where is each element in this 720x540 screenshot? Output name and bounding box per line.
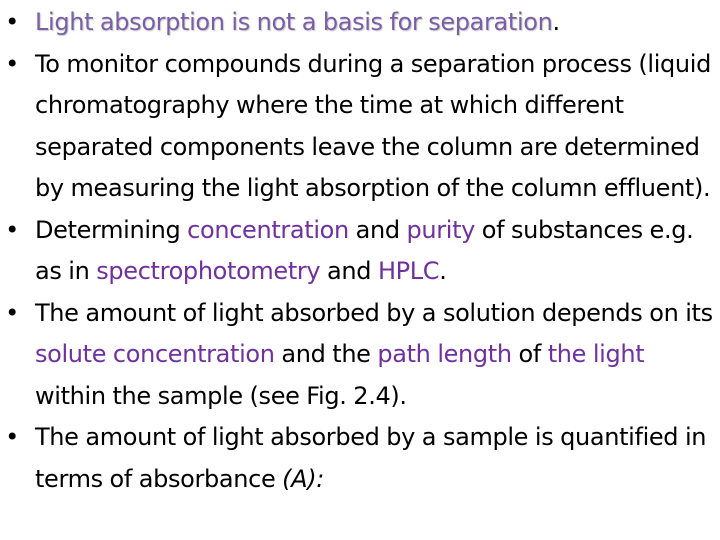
bullet-list [0,2,720,500]
bullet-1-text: . [552,8,560,36]
absorbance-symbol: (A): [282,464,324,493]
term-the-light: the light [547,340,645,368]
bullet-3-text: and [320,257,378,285]
bullet-item-4 [0,293,720,418]
bullet-dot-icon: • [5,423,19,451]
term-hplc: HPLC [377,257,440,285]
bullet-4-text: and the [274,340,378,368]
term-purity: purity [406,215,476,244]
bullet-item-5 [0,417,720,500]
bullet-item-3 [0,210,720,293]
term-solute-concentration: solute concentration [35,340,275,368]
bullet-3-text: and [348,215,407,244]
bullet-4-text: The amount of light absorbed by a solution depends on its [35,298,713,327]
bullet-dot-icon: • [5,49,19,78]
bullet-dot-icon: • [5,298,19,327]
bullet-3-text: Determining [35,215,188,244]
bullet-3-text: of substances e.g. as in [35,215,694,285]
bullet-dot-icon: • [5,8,19,36]
term-spectrophotometry: spectrophotometry [96,257,321,285]
bullet-4-text: of [511,340,548,368]
bullet-1-emphasis: Light absorption is not a basis for separation [35,8,553,36]
term-concentration: concentration [187,215,349,244]
bullet-dot-icon: • [5,215,19,244]
bullet-item-2 [0,44,720,210]
bullet-item-1 [0,2,720,44]
term-path-length: path length [377,340,512,368]
bullet-5-text: The amount of light absorbed by a sample is quantified in terms of absorbance [35,423,707,493]
bullet-4-text: within the sample (see Fig. 2.4). [35,381,407,410]
bullet-3-text: . [439,257,447,285]
bullet-2-text: To monitor compounds during a separation process (liquid chromatography where the time at which different separated components leave the column are determined by measuring the light absorption of the column effluent). [35,49,711,202]
